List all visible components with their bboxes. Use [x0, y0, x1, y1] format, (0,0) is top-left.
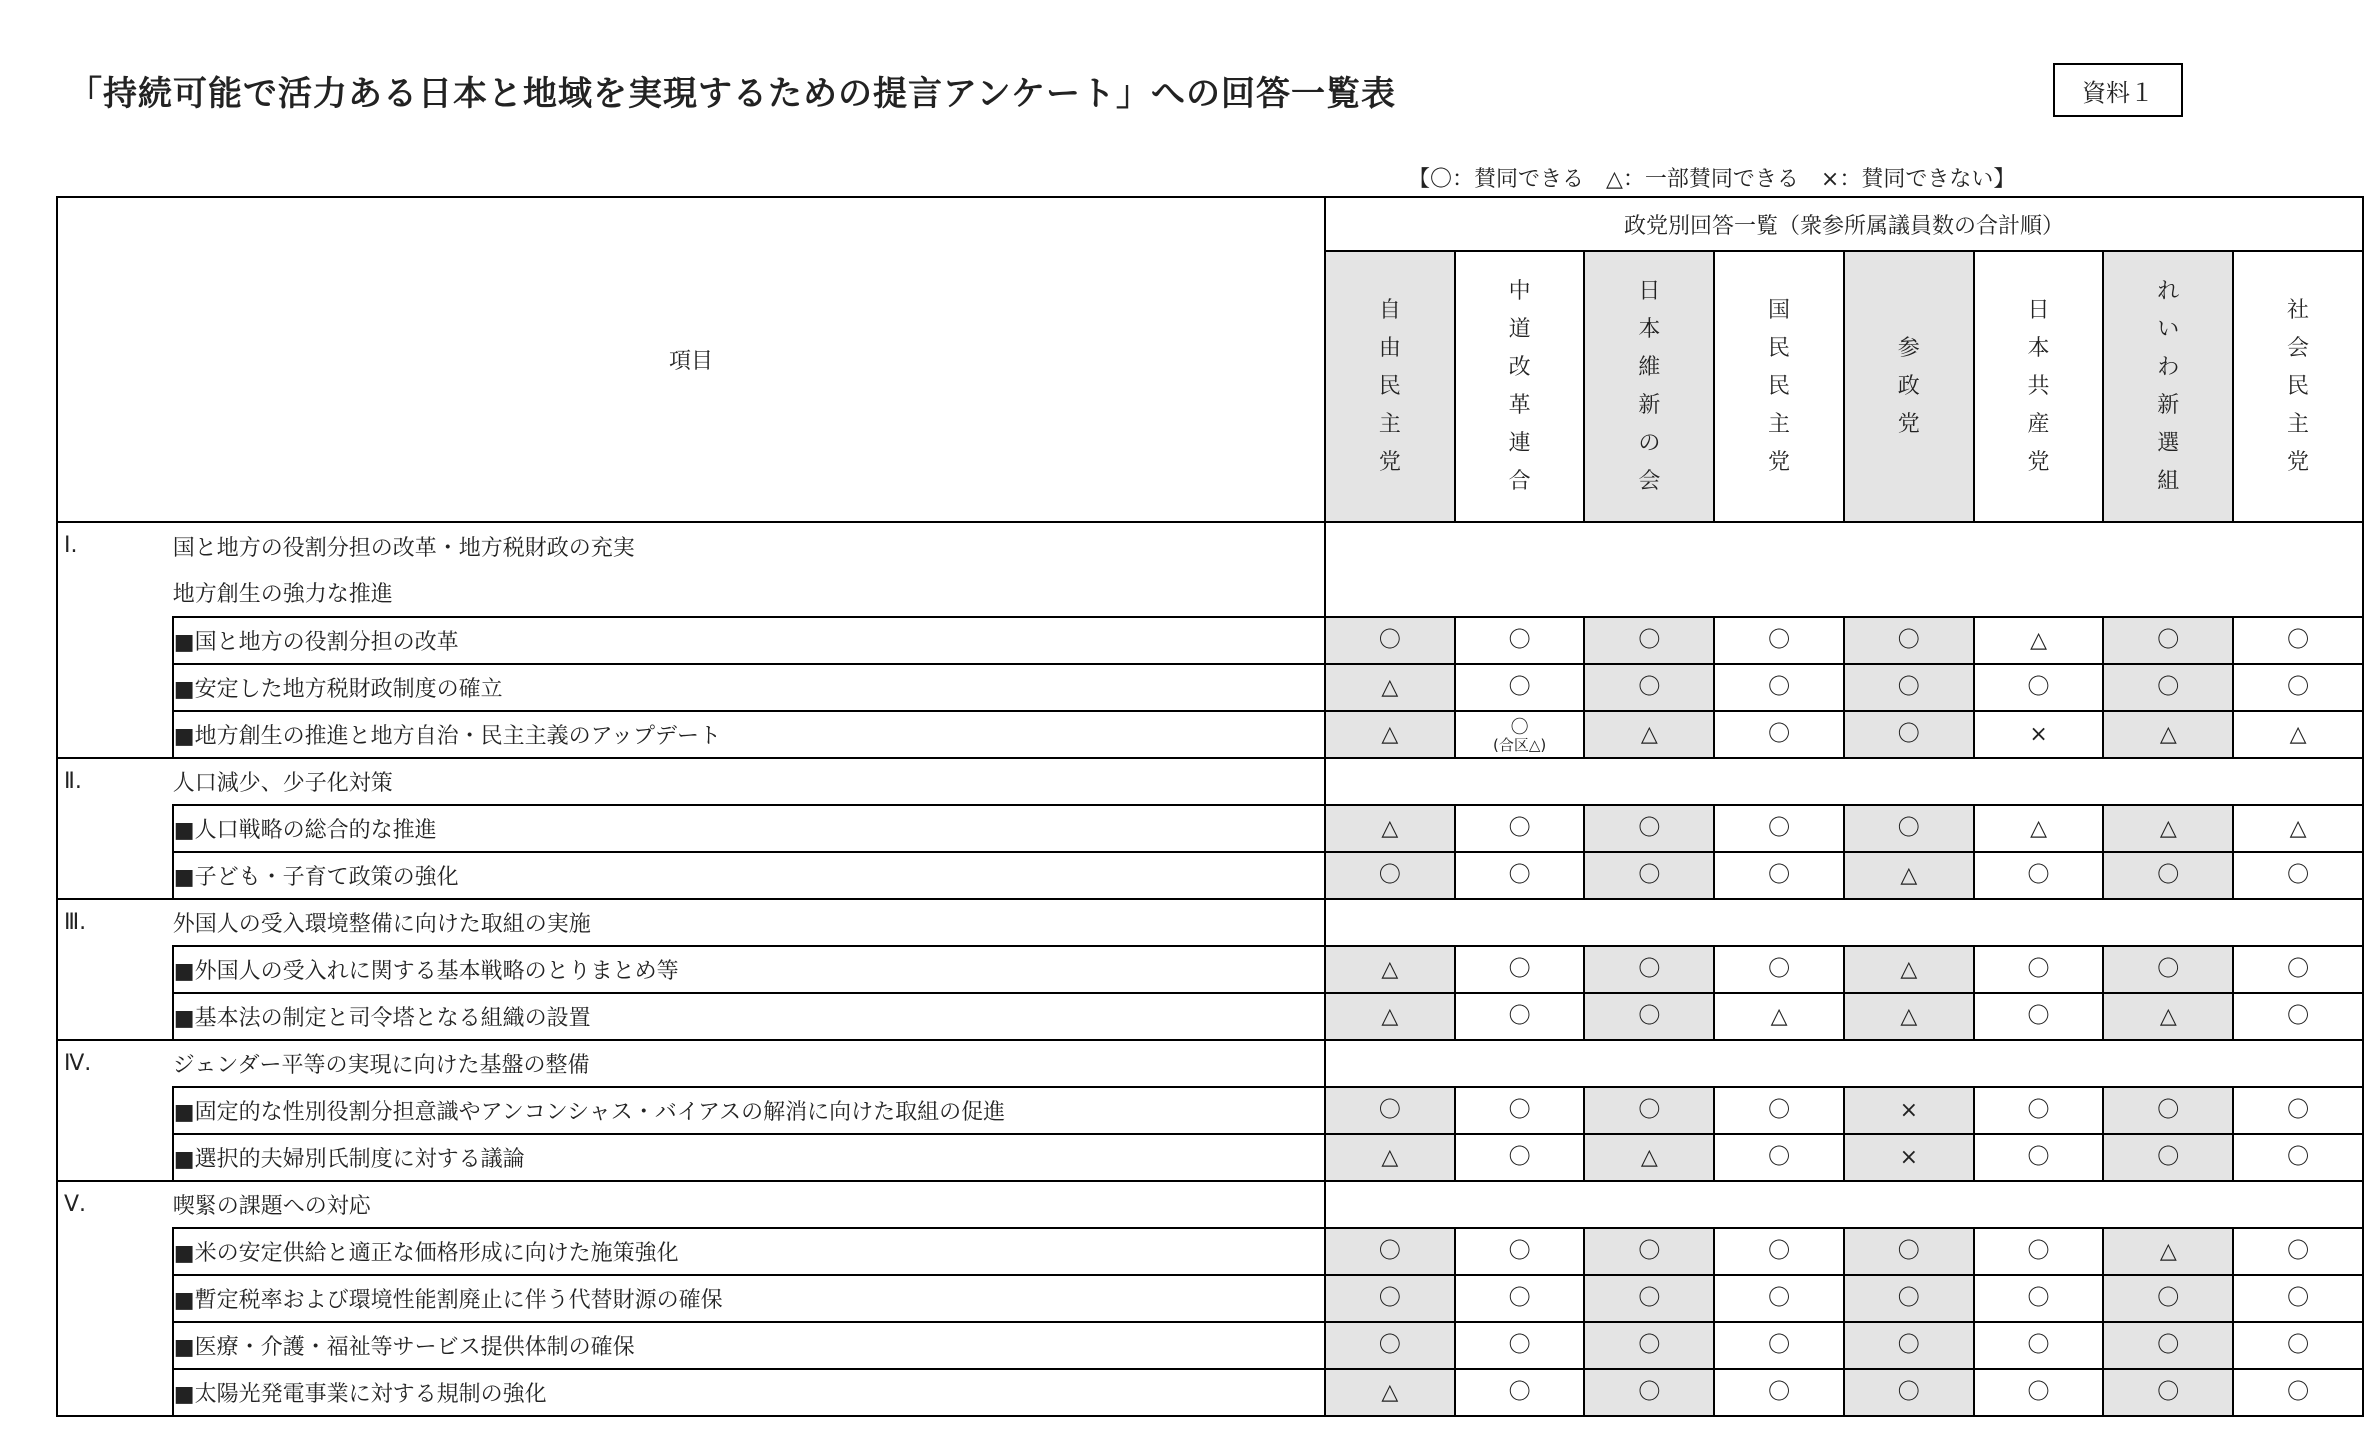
- response-mark-symbol: 〇: [1508, 674, 1531, 700]
- response-mark: [2103, 664, 2233, 711]
- response-mark-symbol: 〇: [1768, 721, 1791, 747]
- response-mark-symbol: 〇: [1508, 1285, 1531, 1311]
- response-mark: [2233, 664, 2363, 711]
- section-blank: [1325, 1181, 2363, 1228]
- response-mark-symbol: 〇: [1638, 1238, 1661, 1264]
- response-mark-symbol: 〇: [1638, 1332, 1661, 1358]
- response-mark-symbol: 〇: [2027, 1285, 2050, 1311]
- response-mark: [1714, 852, 1844, 899]
- response-mark-symbol: 〇: [1378, 1097, 1401, 1123]
- response-mark-symbol: 〇: [2287, 674, 2310, 700]
- response-mark: [1844, 946, 1974, 993]
- section-number-text: Ⅰ.: [64, 533, 78, 558]
- response-mark-symbol: 〇: [1768, 815, 1791, 841]
- response-mark-symbol: 〇: [1897, 1285, 1920, 1311]
- response-mark: [1974, 805, 2104, 852]
- item-column-header: 項目: [57, 197, 1325, 522]
- party-header: [1455, 251, 1585, 522]
- response-mark-symbol: 〇: [2027, 956, 2050, 982]
- item-label: ■基本法の制定と司令塔となる組織の設置: [173, 993, 1325, 1040]
- response-mark: [1714, 805, 1844, 852]
- response-mark: [1584, 805, 1714, 852]
- response-mark: [1714, 1087, 1844, 1134]
- response-mark-symbol: 〇: [2157, 1144, 2180, 1170]
- response-mark: [2233, 805, 2363, 852]
- response-mark: [1844, 617, 1974, 664]
- response-mark: [1325, 1134, 1455, 1181]
- response-mark: [1974, 993, 2104, 1040]
- response-note: (合区△): [1492, 735, 1547, 754]
- response-mark: [2103, 1322, 2233, 1369]
- response-mark: [1455, 946, 1585, 993]
- response-mark-symbol: 〇: [1768, 862, 1791, 888]
- response-mark-symbol: △: [1381, 674, 1399, 700]
- survey-table: [56, 196, 2364, 1417]
- response-mark: [1455, 1228, 1585, 1275]
- response-mark-symbol: 〇: [2157, 1285, 2180, 1311]
- response-mark-symbol: △: [1900, 956, 1918, 982]
- response-mark: [1455, 1134, 1585, 1181]
- response-mark-symbol: 〇: [1897, 815, 1920, 841]
- party-name: 社会民主党: [2287, 297, 2310, 475]
- section-title: 外国人の受入環境整備に向けた取組の実施: [173, 899, 1325, 946]
- response-mark-symbol: 〇: [2027, 674, 2050, 700]
- response-mark: [1325, 1228, 1455, 1275]
- response-mark: [1584, 1087, 1714, 1134]
- response-mark-symbol: ×: [1899, 1097, 1919, 1123]
- response-mark-symbol: △: [2030, 627, 2047, 653]
- response-mark-symbol: 〇: [1638, 956, 1661, 982]
- response-mark: [2103, 805, 2233, 852]
- response-mark-symbol: 〇: [1378, 1285, 1401, 1311]
- item-label: ■地方創生の推進と地方自治・民主主義のアップデート: [173, 711, 1325, 758]
- response-mark-symbol: 〇: [1897, 1332, 1920, 1358]
- response-mark-symbol: 〇: [2287, 1285, 2310, 1311]
- response-mark-symbol: 〇: [1508, 627, 1531, 653]
- response-mark: [1325, 946, 1455, 993]
- response-mark-symbol: 〇: [1638, 1097, 1661, 1123]
- response-mark: [1844, 852, 1974, 899]
- response-mark: [1325, 852, 1455, 899]
- response-mark: [1325, 805, 1455, 852]
- response-mark: [1584, 1369, 1714, 1416]
- response-mark: [1974, 711, 2104, 758]
- response-mark-symbol: 〇: [2157, 1379, 2180, 1405]
- response-mark: [1844, 1369, 1974, 1416]
- response-mark-symbol: 〇: [1768, 1144, 1791, 1170]
- response-mark-symbol: 〇: [1508, 1003, 1531, 1029]
- response-mark-symbol: 〇: [1768, 674, 1791, 700]
- response-mark-symbol: 〇: [2287, 627, 2310, 653]
- response-mark: [1455, 617, 1585, 664]
- response-mark-symbol: 〇: [1768, 1097, 1791, 1123]
- item-label: ■選択的夫婦別氏制度に対する議論: [173, 1134, 1325, 1181]
- response-mark-symbol: 〇: [1378, 1238, 1401, 1264]
- response-mark-symbol: 〇: [2027, 862, 2050, 888]
- response-mark: [2103, 993, 2233, 1040]
- response-mark: [1455, 711, 1585, 758]
- response-mark: [1974, 617, 2104, 664]
- item-label: ■固定的な性別役割分担意識やアンコンシャス・バイアスの解消に向けた取組の促進: [173, 1087, 1325, 1134]
- response-mark-symbol: 〇: [2157, 627, 2180, 653]
- response-mark: [1714, 1369, 1844, 1416]
- response-mark: [1844, 1322, 1974, 1369]
- response-mark-symbol: △: [1640, 1144, 1658, 1170]
- response-mark-symbol: 〇: [1768, 1238, 1791, 1264]
- response-mark-symbol: 〇: [1638, 815, 1661, 841]
- section-blank: [1325, 758, 2363, 805]
- response-mark: [1455, 1275, 1585, 1322]
- response-mark: [2233, 1134, 2363, 1181]
- response-mark: [1714, 1275, 1844, 1322]
- response-mark-symbol: △: [1381, 721, 1399, 747]
- response-mark: [1844, 993, 1974, 1040]
- response-mark-symbol: 〇: [1508, 862, 1531, 888]
- response-mark: [1714, 993, 1844, 1040]
- response-mark: [1455, 664, 1585, 711]
- response-mark: [2103, 617, 2233, 664]
- response-mark: [1584, 946, 1714, 993]
- response-mark-symbol: 〇: [2287, 1003, 2310, 1029]
- response-mark: [1714, 1228, 1844, 1275]
- response-mark: [2103, 1134, 2233, 1181]
- response-mark-symbol: 〇: [2027, 1379, 2050, 1405]
- response-mark-symbol: 〇: [2287, 1144, 2310, 1170]
- response-mark: [1325, 711, 1455, 758]
- response-mark: [2233, 993, 2363, 1040]
- response-mark: [1325, 1369, 1455, 1416]
- item-label: ■子ども・子育て政策の強化: [173, 852, 1325, 899]
- response-mark: [1974, 946, 2104, 993]
- response-mark: [1455, 805, 1585, 852]
- section-blank: [1325, 899, 2363, 946]
- response-mark-symbol: 〇: [1508, 956, 1531, 982]
- party-name: 参政党: [1897, 335, 1920, 437]
- response-mark-symbol: 〇: [1638, 627, 1661, 653]
- section-number-text: Ⅲ.: [64, 910, 87, 935]
- section-number: [57, 1040, 173, 1181]
- document-label: 資料１: [2053, 63, 2183, 117]
- response-mark-symbol: 〇: [1508, 1144, 1531, 1170]
- response-mark: [2233, 617, 2363, 664]
- party-header: [1325, 251, 1455, 522]
- response-mark: [1325, 1322, 1455, 1369]
- response-mark: [2103, 946, 2233, 993]
- response-mark: [1974, 1322, 2104, 1369]
- response-mark: [1974, 1087, 2104, 1134]
- response-mark-symbol: 〇: [1768, 1332, 1791, 1358]
- response-mark-symbol: △: [2030, 815, 2047, 841]
- response-mark: [1714, 664, 1844, 711]
- section-title: 喫緊の課題への対応: [173, 1181, 1325, 1228]
- page-title: 「持続可能で活力ある日本と地域を実現するための提言アンケート」への回答一覧表: [68, 74, 1396, 114]
- party-name: 中道改革連合: [1508, 278, 1531, 494]
- response-mark-symbol: 〇: [1638, 862, 1661, 888]
- response-mark: [1714, 617, 1844, 664]
- response-mark-symbol: △: [2159, 721, 2177, 747]
- response-mark: [1584, 1134, 1714, 1181]
- section-number: [57, 899, 173, 1040]
- response-mark-symbol: ×: [2029, 721, 2048, 747]
- response-mark: [1584, 993, 1714, 1040]
- response-mark-symbol: △: [2159, 1238, 2177, 1264]
- response-mark: [2103, 1369, 2233, 1416]
- response-mark-symbol: 〇: [1897, 1379, 1920, 1405]
- response-mark-symbol: 〇: [2157, 862, 2180, 888]
- response-mark: [1584, 852, 1714, 899]
- section-number: [57, 1181, 173, 1416]
- response-mark: [2233, 1275, 2363, 1322]
- response-mark-symbol: 〇: [2287, 956, 2310, 982]
- response-mark: [1974, 664, 2104, 711]
- response-mark-symbol: △: [1770, 1003, 1788, 1029]
- response-mark: [1714, 711, 1844, 758]
- response-mark: [1974, 852, 2104, 899]
- section-number-text: Ⅴ.: [64, 1192, 87, 1217]
- section-subtitle: 地方創生の強力な推進: [173, 569, 1325, 617]
- response-mark: [1584, 1322, 1714, 1369]
- response-mark: [1714, 1134, 1844, 1181]
- section-number-text: Ⅱ.: [64, 769, 82, 794]
- response-mark: [1974, 1228, 2104, 1275]
- parties-group-header: 政党別回答一覧（衆参所属議員数の合計順）: [1325, 197, 2363, 251]
- response-mark: [1455, 1322, 1585, 1369]
- response-mark-symbol: 〇: [1638, 1379, 1661, 1405]
- response-mark: [2233, 852, 2363, 899]
- response-mark-symbol: △: [1900, 1003, 1918, 1029]
- party-header: [2103, 251, 2233, 522]
- party-header: [1714, 251, 1844, 522]
- response-mark-symbol: 〇: [2287, 1097, 2310, 1123]
- response-mark: [1714, 1322, 1844, 1369]
- response-mark: [1455, 852, 1585, 899]
- response-mark-symbol: 〇: [1508, 1379, 1531, 1405]
- response-mark-symbol: △: [2159, 1003, 2177, 1029]
- party-name: 自由民主党: [1378, 297, 1401, 475]
- response-mark-symbol: △: [1381, 1379, 1399, 1405]
- response-mark-symbol: 〇: [2157, 1332, 2180, 1358]
- item-label: ■人口戦略の総合的な推進: [173, 805, 1325, 852]
- response-mark-symbol: 〇: [1768, 1285, 1791, 1311]
- response-mark-symbol: 〇: [1378, 862, 1401, 888]
- response-mark-symbol: △: [1900, 862, 1918, 888]
- response-mark-symbol: 〇: [2027, 1144, 2050, 1170]
- response-mark-symbol: 〇: [1897, 721, 1920, 747]
- response-mark-symbol: 〇: [1510, 716, 1529, 738]
- response-mark-symbol: △: [2289, 721, 2307, 747]
- response-mark-symbol: 〇: [2287, 862, 2310, 888]
- response-mark: [2103, 1228, 2233, 1275]
- item-label: ■太陽光発電事業に対する規制の強化: [173, 1369, 1325, 1416]
- response-mark: [1584, 1228, 1714, 1275]
- response-mark-symbol: 〇: [1897, 1238, 1920, 1264]
- party-name: れいわ新選組: [2157, 278, 2180, 494]
- response-mark-symbol: 〇: [2157, 956, 2180, 982]
- legend: 【〇：賛同できる △：一部賛同できる ×：賛同できない】: [1408, 167, 2016, 192]
- item-label: ■安定した地方税財政制度の確立: [173, 664, 1325, 711]
- response-mark-symbol: 〇: [1508, 815, 1531, 841]
- response-mark-symbol: 〇: [2287, 1332, 2310, 1358]
- response-mark: [1325, 664, 1455, 711]
- response-mark-symbol: 〇: [1768, 627, 1791, 653]
- response-mark-symbol: 〇: [1378, 1332, 1401, 1358]
- party-header: [1584, 251, 1714, 522]
- response-mark: [1844, 1228, 1974, 1275]
- response-mark: [1455, 1087, 1585, 1134]
- response-mark: [1584, 617, 1714, 664]
- response-mark: [2233, 1369, 2363, 1416]
- response-mark: [1844, 1275, 1974, 1322]
- response-mark: [1455, 993, 1585, 1040]
- section-title: ジェンダー平等の実現に向けた基盤の整備: [173, 1040, 1325, 1087]
- response-mark: [1584, 1275, 1714, 1322]
- response-mark-symbol: △: [1640, 721, 1658, 747]
- response-mark-symbol: △: [2159, 815, 2177, 841]
- response-mark-symbol: 〇: [1508, 1332, 1531, 1358]
- response-mark: [1844, 1087, 1974, 1134]
- response-mark: [2103, 852, 2233, 899]
- section-number: [57, 522, 173, 758]
- response-mark: [2233, 946, 2363, 993]
- response-mark-symbol: 〇: [1508, 1238, 1531, 1264]
- response-mark: [2233, 1228, 2363, 1275]
- section-blank: [1325, 522, 2363, 617]
- response-mark-symbol: 〇: [1638, 1003, 1661, 1029]
- item-label: ■国と地方の役割分担の改革: [173, 617, 1325, 664]
- response-mark-symbol: 〇: [2027, 1332, 2050, 1358]
- response-mark-symbol: 〇: [2027, 1238, 2050, 1264]
- response-mark: [2233, 1087, 2363, 1134]
- response-mark-symbol: 〇: [1508, 1097, 1531, 1123]
- section-title: 国と地方の役割分担の改革・地方税財政の充実: [173, 522, 1325, 569]
- response-mark-symbol: 〇: [2027, 1097, 2050, 1123]
- party-header: [1974, 251, 2104, 522]
- response-mark: [1844, 664, 1974, 711]
- response-mark: [1325, 993, 1455, 1040]
- response-mark-symbol: △: [2289, 815, 2307, 841]
- response-mark: [1584, 664, 1714, 711]
- response-mark: [1844, 805, 1974, 852]
- response-mark-symbol: 〇: [1378, 627, 1401, 653]
- response-mark-symbol: △: [1381, 1144, 1399, 1170]
- item-label: ■医療・介護・福祉等サービス提供体制の確保: [173, 1322, 1325, 1369]
- response-mark: [2233, 711, 2363, 758]
- response-mark-symbol: △: [1381, 956, 1399, 982]
- response-mark: [2233, 1322, 2363, 1369]
- response-mark: [1584, 711, 1714, 758]
- party-header: [2233, 251, 2363, 522]
- section-number: [57, 758, 173, 899]
- response-mark: [1844, 711, 1974, 758]
- response-mark-symbol: 〇: [1638, 674, 1661, 700]
- response-mark: [2103, 1087, 2233, 1134]
- party-name: 日本維新の会: [1638, 278, 1661, 494]
- response-mark: [2103, 1275, 2233, 1322]
- response-mark: [1974, 1134, 2104, 1181]
- response-mark: [1974, 1275, 2104, 1322]
- party-header: [1844, 251, 1974, 522]
- response-mark-symbol: ×: [1899, 1144, 1919, 1170]
- party-name: 国民民主党: [1768, 297, 1791, 475]
- response-mark: [2103, 711, 2233, 758]
- response-mark-symbol: △: [1381, 1003, 1399, 1029]
- response-mark-symbol: 〇: [1638, 1285, 1661, 1311]
- response-mark: [1974, 1369, 2104, 1416]
- item-label: ■米の安定供給と適正な価格形成に向けた施策強化: [173, 1228, 1325, 1275]
- section-blank: [1325, 1040, 2363, 1087]
- party-name: 日本共産党: [2027, 297, 2050, 475]
- section-number-text: Ⅳ.: [64, 1051, 92, 1076]
- response-mark-symbol: 〇: [2157, 674, 2180, 700]
- response-mark-symbol: 〇: [2287, 1379, 2310, 1405]
- response-mark: [1844, 1134, 1974, 1181]
- response-mark-symbol: 〇: [2027, 1003, 2050, 1029]
- item-label: ■外国人の受入れに関する基本戦略のとりまとめ等: [173, 946, 1325, 993]
- section-title: 人口減少、少子化対策: [173, 758, 1325, 805]
- response-mark: [1325, 1087, 1455, 1134]
- response-mark-symbol: 〇: [1768, 1379, 1791, 1405]
- response-mark: [1325, 617, 1455, 664]
- response-mark-symbol: 〇: [1768, 956, 1791, 982]
- response-mark-symbol: 〇: [2287, 1238, 2310, 1264]
- item-label: ■暫定税率および環境性能割廃止に伴う代替財源の確保: [173, 1275, 1325, 1322]
- response-mark-symbol: 〇: [2157, 1097, 2180, 1123]
- response-mark: [1325, 1275, 1455, 1322]
- response-mark: [1455, 1369, 1585, 1416]
- response-mark-symbol: 〇: [1897, 674, 1920, 700]
- response-mark: [1714, 946, 1844, 993]
- response-mark-symbol: △: [1381, 815, 1399, 841]
- response-mark-symbol: 〇: [1897, 627, 1920, 653]
